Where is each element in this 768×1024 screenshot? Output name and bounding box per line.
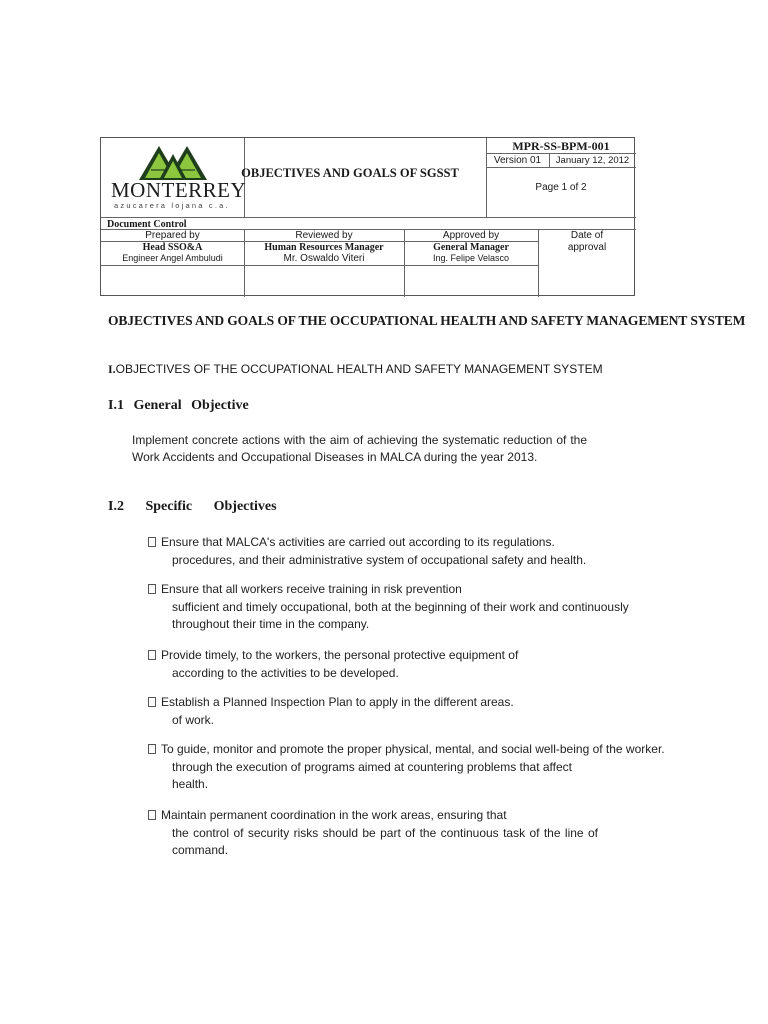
approved-by-label: Approved by — [442, 230, 500, 241]
document-date: January 12, 2012 — [555, 155, 630, 166]
section-number: I. — [108, 362, 116, 376]
list-item — [148, 647, 628, 682]
version-label: Version 01 — [493, 155, 542, 166]
checkbox-icon — [148, 537, 156, 547]
checkbox-icon — [148, 810, 156, 820]
page-title: OBJECTIVES AND GOALS OF THE OCCUPATIONAL HEALTH AND SAFETY MANAGEMENT SYSTEM — [108, 313, 746, 328]
general-objective-line: Implement concrete actions with the aim of achieving the systematic reduction of the — [132, 433, 587, 447]
list-item-continuation: according to the activities to be developed. — [172, 665, 399, 680]
list-item-continuation: through the execution of programs aimed at countering problems that affect — [172, 759, 573, 774]
checkbox-icon — [148, 650, 156, 660]
document-code: MPR-SS-BPM-001 — [512, 139, 610, 153]
list-item — [148, 581, 628, 634]
list-item-text: Establish a Planned Inspection Plan to apply in the different areas. — [161, 695, 514, 709]
specific-objectives-heading: I.2 Specific Objectives — [108, 499, 277, 514]
list-item-text: Maintain permanent coordination in the work areas, ensuring that — [161, 808, 507, 822]
list-item-text: To guide, monitor and promote the proper physical, mental, and social well-being of the worker. — [161, 742, 665, 756]
list-item-continuation: procedures, and their administrative system of occupational safety and health. — [172, 552, 587, 567]
prepared-by-role: Head SSO&A — [142, 242, 203, 253]
approved-by-person: Ing. Felipe Velasco — [432, 253, 510, 263]
list-item-text: Ensure that all workers receive training in risk prevention — [161, 582, 462, 596]
list-item-continuation: of work. — [172, 712, 215, 727]
general-objective-line: Work Accidents and Occupational Diseases in MALCA during the year 2013. — [132, 450, 538, 464]
section-title: OBJECTIVES OF THE OCCUPATIONAL HEALTH AND SAFETY MANAGEMENT SYSTEM — [115, 362, 603, 376]
page-number: Page 1 of 2 — [535, 182, 587, 193]
prepared-by-person: Engineer Angel Ambuludi — [122, 253, 223, 263]
reviewed-by-role: Human Resources Manager — [264, 242, 384, 253]
reviewed-by-person: Mr. Oswaldo Viteri — [283, 253, 365, 264]
checkbox-icon — [148, 744, 156, 754]
prepared-by-label: Prepared by — [145, 230, 200, 241]
list-item-continuation: command. — [172, 843, 229, 857]
logo-name: MONTERREY — [111, 178, 247, 202]
divider — [101, 265, 538, 266]
document-header-table — [100, 137, 635, 296]
divider — [101, 217, 636, 218]
header-document-title: OBJECTIVES AND GOALS OF SGSST — [241, 166, 459, 180]
list-item — [148, 741, 665, 794]
list-item — [148, 807, 628, 860]
list-item — [148, 534, 628, 569]
list-item-continuation: sufficient and timely occupational, both at the beginning of their work and continuously — [172, 599, 629, 614]
general-objective-text — [132, 432, 587, 466]
list-item-continuation: throughout their time in the company. — [172, 617, 370, 631]
approved-by-role: General Manager — [433, 242, 509, 253]
checkbox-icon — [148, 584, 156, 594]
general-objective-heading: I.1 General Objective — [108, 398, 249, 413]
list-item — [148, 694, 628, 729]
approval-date-label-2: approval — [567, 242, 607, 253]
logo-subtitle: azucarera lojana c.a. — [114, 201, 230, 210]
list-item-text: Ensure that MALCA's activities are carried out according to its regulations. — [161, 535, 555, 549]
list-item-continuation: the control of security risks should be part of the continuous task of the line of — [172, 825, 598, 840]
section-heading — [108, 362, 603, 377]
list-item-continuation: health. — [172, 777, 209, 791]
divider — [486, 153, 636, 154]
checkbox-icon — [148, 697, 156, 707]
reviewed-by-label: Reviewed by — [295, 230, 353, 241]
approval-date-label: Date of — [570, 230, 604, 241]
document-control-label: Document Control — [107, 219, 187, 230]
divider — [486, 167, 636, 168]
list-item-text: Provide timely, to the workers, the personal protective equipment of — [161, 648, 519, 662]
